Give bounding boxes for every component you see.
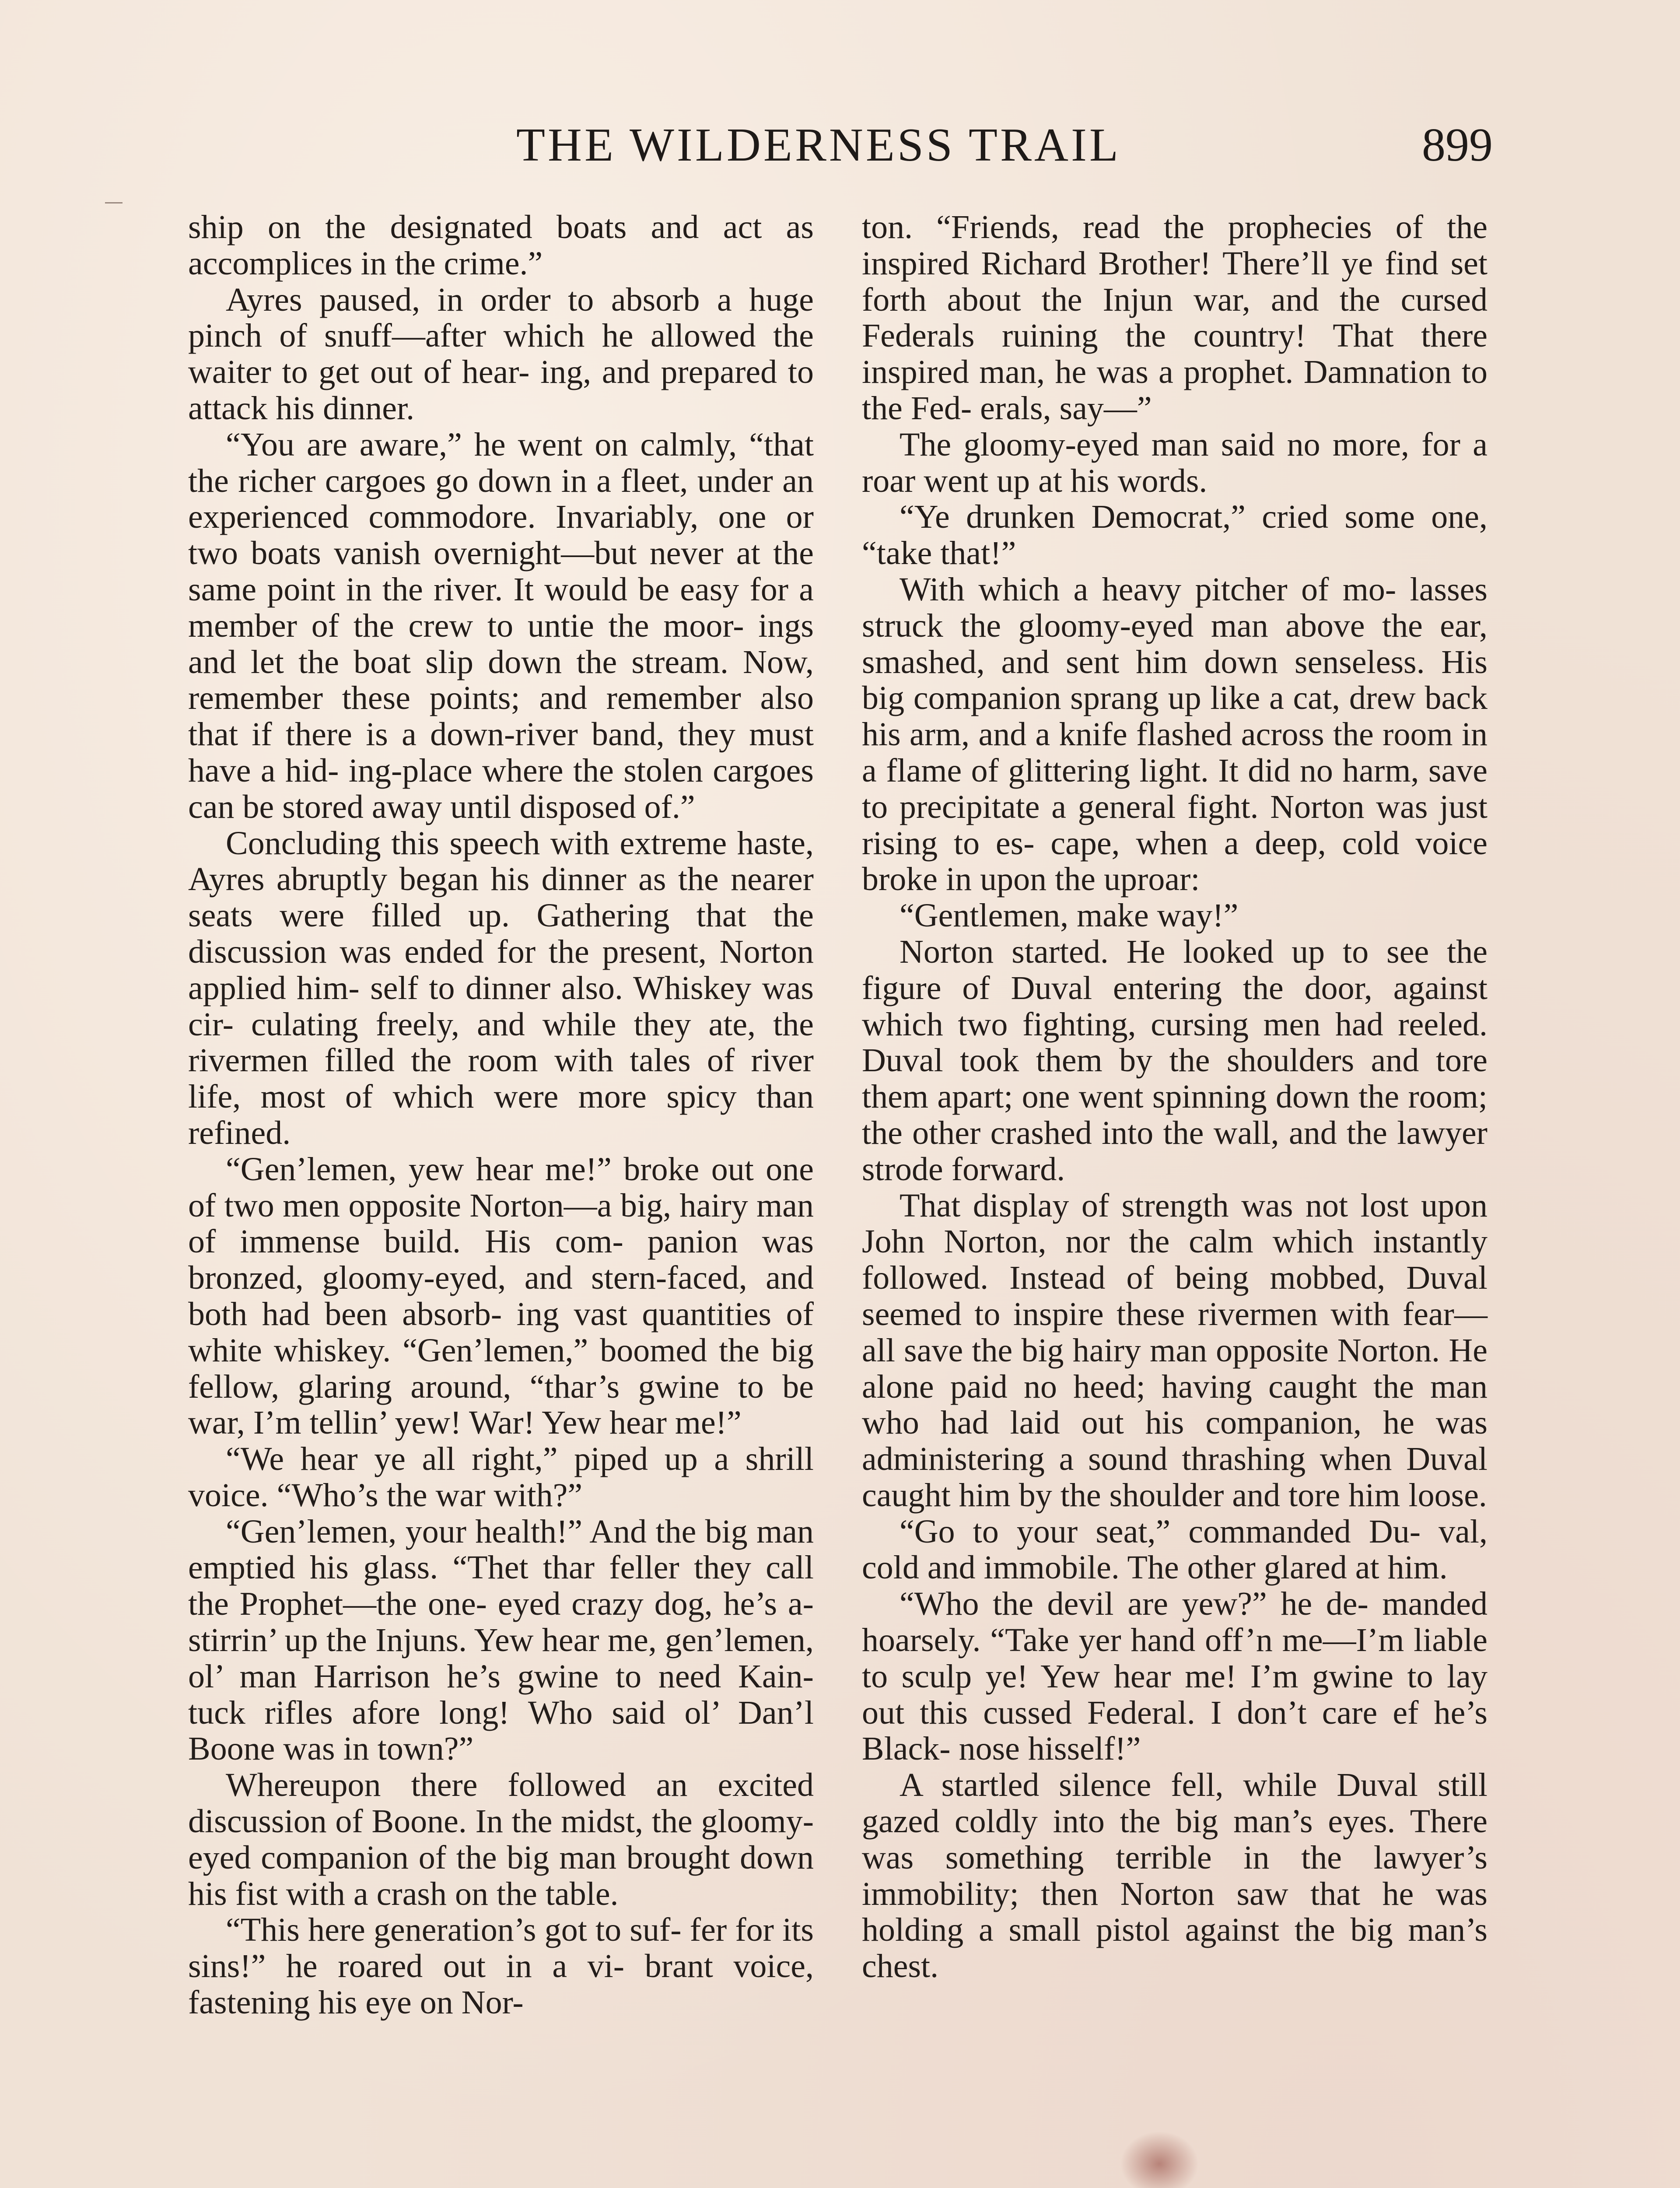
left-column xyxy=(188,209,814,2188)
paragraph: Ayres paused, in order to absorb a huge pinch of snuff—after which he allowed the waiter to get out of hear- ing, and prepared to attack his dinner. xyxy=(188,281,814,427)
paragraph: “This here generation’s got to suf- fer for its sins!” he roared out in a vi- brant voice, fastening his eye on Nor- xyxy=(188,1911,814,2021)
paragraph: “Who the devil are yew?” he de- manded hoarsely. “Take yer hand off’n me—I’m liable to sculp ye! Yew hear me! I’m gwine to lay out this cussed Federal. I don’t care ef he’s Black- nose hisself!” xyxy=(862,1585,1488,1767)
paragraph: Norton started. He looked up to see the figure of Duval entering the door, against which two fighting, cursing men had reeled. Duval took them by the shoulders and tore them apart; one went spinning down the room; the other crashed into the wall, and the lawyer strode forward. xyxy=(862,933,1488,1188)
paragraph: With which a heavy pitcher of mo- lasses struck the gloomy-eyed man above the ear, smashed, and sent him down senseless. His big companion sprang up like a cat, drew back his arm, and a knife flashed across the room in a flame of glittering light. It did no harm, save to precipitate a general fight. Norton was just rising to es- cape, when a deep, cold voice broke in upon the uproar: xyxy=(862,571,1488,898)
running-header: THE WILDERNESS TRAIL xyxy=(516,119,1121,171)
paragraph: “We hear ye all right,” piped up a shrill voice. “Who’s the war with?” xyxy=(188,1441,814,1514)
paragraph: Whereupon there followed an excited discussion of Boone. In the midst, the gloomy-eyed companion of the big man brought down his fist with a crash on the table. xyxy=(188,1767,814,1912)
paragraph: Concluding this speech with extreme haste, Ayres abruptly began his dinner as the nearer seats were filled up. Gathering that the discussion was ended for the present, Norton applied him- self to dinner also. Whiskey was cir- culating freely, and while they ate, the rivermen filled the room with tales of river life, most of which were more spicy than refined. xyxy=(188,824,814,1151)
right-column xyxy=(862,209,1488,2188)
paragraph: ship on the designated boats and act as accomplices in the crime.” xyxy=(188,209,814,282)
page-number: 899 xyxy=(1422,119,1493,171)
paragraph: “Gentlemen, make way!” xyxy=(900,897,1239,934)
paragraph: ton. “Friends, read the prophecies of the inspired Richard Brother! There’ll ye find set forth about the Injun war, and the cursed Federals ruining the country! That there inspired man, he was a prophet. Damnation to the Fed- erals, say—” xyxy=(862,209,1488,427)
paragraph: “You are aware,” he went on calmly, “that the richer cargoes go down in a fleet, under an experienced commodore. Invariably, one or two boats vanish overnight—but never at the same point in the river. It would be easy for a member of the crew to untie the moor- ings and let the boat slip down the stream. Now, remember these points; and remember also that if there is a down-river band, they must have a hid- ing-place where the stolen cargoes can be stored away until disposed of.” xyxy=(188,426,814,825)
paragraph: “Go to your seat,” commanded Du- val, cold and immobile. The other glared at him. xyxy=(862,1513,1488,1586)
paragraph: “Gen’lemen, yew hear me!” broke out one of two men opposite Norton—a big, hairy man of immense build. His com- panion was bronzed, gloomy-eyed, and stern-faced, and both had been absorb- ing vast quantities of white whiskey. “Gen’lemen,” boomed the big fellow, glaring around, “thar’s gwine to be war, I’m tellin’ yew! War! Yew hear me!” xyxy=(188,1150,814,1441)
paragraph: “Gen’lemen, your health!” And the big man emptied his glass. “Thet thar feller they call the Prophet—the one- eyed crazy dog, he’s a-stirrin’ up the Injuns. Yew hear me, gen’lemen, ol’ man Harrison he’s gwine to need Kain- tuck rifles afore long! Who said ol’ Dan’l Boone was in town?” xyxy=(188,1513,814,1767)
paragraph: A startled silence fell, while Duval still gazed coldly into the big man’s eyes. There was something terrible in the lawyer’s immobility; then Norton saw that he was holding a small pistol against the big man’s chest. xyxy=(862,1767,1488,1985)
paragraph: The gloomy-eyed man said no more, for a roar went up at his words. xyxy=(862,426,1488,499)
margin-mark xyxy=(105,202,122,203)
paragraph: “Ye drunken Democrat,” cried some one, “take that!” xyxy=(862,498,1488,572)
paragraph: That display of strength was not lost upon John Norton, nor the calm which instantly followed. Instead of being mobbed, Duval seemed to inspire these rivermen with fear—all save the big hairy man opposite Norton. He alone paid no heed; having caught the man who had laid out his companion, he was administering a sound thrashing when Duval caught him by the shoulder and tore him loose. xyxy=(862,1187,1488,1514)
